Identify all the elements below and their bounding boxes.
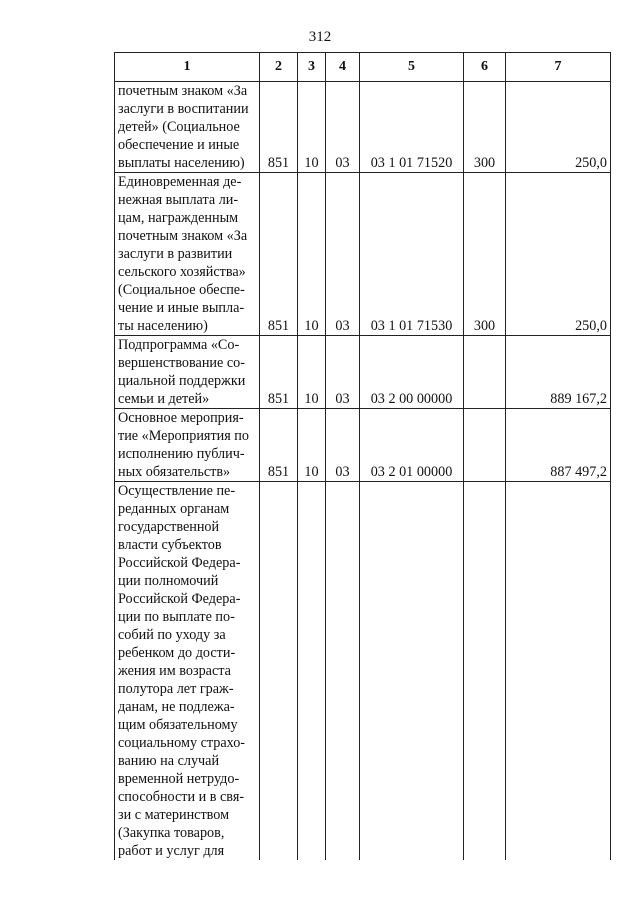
col-3-cell: 10 xyxy=(298,336,326,409)
col-7-cell: 250,0 xyxy=(506,173,611,336)
row-name-cell xyxy=(115,336,260,409)
table-row xyxy=(115,482,611,861)
row-name-cell xyxy=(115,82,260,173)
col-7-cell xyxy=(506,482,611,861)
header-col-3: 3 xyxy=(298,53,326,82)
row-name-line: детей» (Социальное xyxy=(118,119,240,135)
table-row xyxy=(115,409,611,482)
row-name-line: почетным знаком «За xyxy=(118,228,248,244)
table-row xyxy=(115,82,611,173)
row-name-line: ребенком до дости- xyxy=(118,645,236,661)
row-name-line: жения им возраста xyxy=(118,663,231,679)
page-number: 312 xyxy=(308,29,332,45)
col-3-cell: 10 xyxy=(298,173,326,336)
col-4-cell: 03 xyxy=(326,82,360,173)
row-name-line: ных обязательств» xyxy=(118,464,231,480)
col-3-cell xyxy=(298,482,326,861)
header-col-1: 1 xyxy=(115,53,260,82)
row-name-cell xyxy=(115,482,260,861)
row-name-line: (Социальное обеспе- xyxy=(118,282,245,298)
header-row xyxy=(115,53,611,82)
col-6-cell xyxy=(464,409,506,482)
header-col-4: 4 xyxy=(326,53,360,82)
row-name-line: почетным знаком «За xyxy=(118,83,248,99)
row-name-line: Осуществление пе- xyxy=(118,483,236,499)
row-name-line: власти субъектов xyxy=(118,537,222,553)
col-5-cell: 03 1 01 71530 xyxy=(360,173,464,336)
col-4-cell: 03 xyxy=(326,336,360,409)
row-name-line: Основное мероприя- xyxy=(118,410,244,426)
row-name-line: работ и услуг для xyxy=(118,843,225,859)
row-name-cell xyxy=(115,409,260,482)
col-5-cell: 03 1 01 71520 xyxy=(360,82,464,173)
col-5-cell: 03 2 01 00000 xyxy=(360,409,464,482)
row-name-line: вершенствование со- xyxy=(118,355,245,371)
header-col-7: 7 xyxy=(506,53,611,82)
row-name-line: собий по уходу за xyxy=(118,627,226,643)
table-row xyxy=(115,173,611,336)
row-name-line: ванию на случай xyxy=(118,753,220,769)
row-name-line: Российской Федера- xyxy=(118,591,241,607)
col-6-cell: 300 xyxy=(464,82,506,173)
col-4-cell xyxy=(326,482,360,861)
col-6-cell: 300 xyxy=(464,173,506,336)
row-name-line: семьи и детей» xyxy=(118,391,210,407)
row-name-line: государственной xyxy=(118,519,220,535)
row-name-line: выплаты населению) xyxy=(118,155,245,171)
row-name-line: полутора лет граж- xyxy=(118,681,234,697)
header-col-6: 6 xyxy=(464,53,506,82)
col-7-cell: 889 167,2 xyxy=(506,336,611,409)
row-name-line: Подпрограмма «Со- xyxy=(118,337,240,353)
row-name-line: исполнению публич- xyxy=(118,446,245,462)
row-name-line: чение и иные выпла- xyxy=(118,300,245,316)
col-7-cell: 250,0 xyxy=(506,82,611,173)
col-2-cell xyxy=(260,482,298,861)
col-6-cell xyxy=(464,482,506,861)
row-name-line: циальной поддержки xyxy=(118,373,246,389)
col-3-cell: 10 xyxy=(298,409,326,482)
budget-table xyxy=(114,52,611,860)
row-name-line: способности и в свя- xyxy=(118,789,245,805)
col-3-cell: 10 xyxy=(298,82,326,173)
col-2-cell: 851 xyxy=(260,409,298,482)
col-2-cell: 851 xyxy=(260,336,298,409)
row-name-line: нежная выплата ли- xyxy=(118,192,239,208)
table-row xyxy=(115,336,611,409)
header-col-2: 2 xyxy=(260,53,298,82)
col-2-cell: 851 xyxy=(260,173,298,336)
row-name-cell xyxy=(115,173,260,336)
row-name-line: данам, не подлежа- xyxy=(118,699,235,715)
row-name-line: реданных органам xyxy=(118,501,230,517)
row-name-line: ции по выплате по- xyxy=(118,609,235,625)
col-6-cell xyxy=(464,336,506,409)
row-name-line: ции полномочий xyxy=(118,573,219,589)
row-name-line: ты населению) xyxy=(118,318,208,334)
col-5-cell xyxy=(360,482,464,861)
row-name-line: зи с материнством xyxy=(118,807,230,823)
col-5-cell: 03 2 00 00000 xyxy=(360,336,464,409)
row-name-line: Единовременная де- xyxy=(118,174,242,190)
row-name-line: заслуги в развитии xyxy=(118,246,233,262)
row-name-line: сельского хозяйства» xyxy=(118,264,246,280)
row-name-line: заслуги в воспитании xyxy=(118,101,249,117)
col-4-cell: 03 xyxy=(326,409,360,482)
col-2-cell: 851 xyxy=(260,82,298,173)
row-name-line: цам, награжденным xyxy=(118,210,239,226)
row-name-line: временной нетрудо- xyxy=(118,771,240,787)
header-col-5: 5 xyxy=(360,53,464,82)
row-name-line: социальному страхо- xyxy=(118,735,246,751)
row-name-line: обеспечение и иные xyxy=(118,137,240,153)
col-4-cell: 03 xyxy=(326,173,360,336)
col-7-cell: 887 497,2 xyxy=(506,409,611,482)
row-name-line: тие «Мероприятия по xyxy=(118,428,249,444)
row-name-line: щим обязательному xyxy=(118,717,238,733)
row-name-line: Российской Федера- xyxy=(118,555,241,571)
row-name-line: (Закупка товаров, xyxy=(118,825,225,841)
